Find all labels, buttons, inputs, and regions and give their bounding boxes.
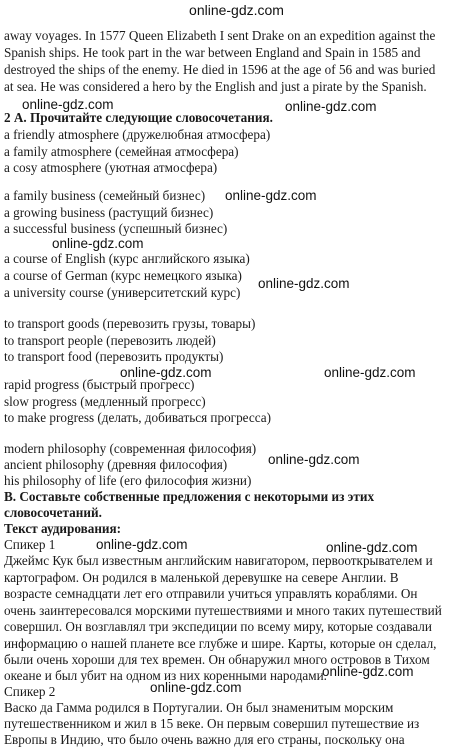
- phrase-item: a growing business (растущий бизнес): [4, 205, 214, 220]
- intro-line: at sea. He was considered a hero by the English and just a pirate by the Spanish.: [4, 79, 427, 94]
- task-b-heading: словосочетаний.: [4, 505, 102, 520]
- phrase-item: a university course (университетский курс): [4, 285, 241, 300]
- watermark: online-gdz.com: [150, 680, 242, 695]
- phrase-item: a course of English (курс английского языка): [4, 251, 250, 266]
- speaker1-line: картографом. Он родился в маленькой деревушке на севере Англии. В: [4, 570, 399, 585]
- watermark: online-gdz.com: [225, 188, 317, 203]
- watermark: online-gdz.com: [96, 537, 188, 552]
- header-watermark: online-gdz.com: [189, 2, 284, 18]
- speaker2-line: путешественником и жил в 15 веке. Он первым совершил путешествие из: [4, 716, 420, 731]
- watermark: online-gdz.com: [285, 99, 377, 114]
- watermark: online-gdz.com: [258, 276, 350, 291]
- audio-heading: Текст аудирования:: [4, 521, 122, 536]
- phrase-item: a family atmosphere (семейная атмосфера): [4, 144, 239, 159]
- phrase-item: to transport people (перевозить людей): [4, 333, 216, 348]
- speaker2-line: Васко да Гамма родился в Португалии. Он был знаменитым морским: [4, 700, 394, 715]
- intro-line: away voyages. In 1577 Queen Elizabeth I sent Drake on an expedition against the: [4, 28, 436, 43]
- watermark: online-gdz.com: [324, 365, 416, 380]
- watermark: online-gdz.com: [268, 452, 360, 467]
- speaker-label: Спикер 1: [4, 537, 56, 552]
- task-b-heading: В. Составьте собственные предложения с некоторыми из этих: [4, 489, 375, 504]
- speaker1-line: информацию о нашей планете все глубже и шире. Карты, которые он сделал,: [4, 636, 437, 651]
- speaker1-line: совершил. Он возглавлял три экспедиции по всему миру, которые создавали: [4, 619, 432, 634]
- phrase-item: his philosophy of life (его философия жизни): [4, 473, 252, 488]
- phrase-item: to transport goods (перевозить грузы, товары): [4, 316, 256, 331]
- phrase-item: a successful business (успешный бизнес): [4, 221, 228, 236]
- phrase-item: a family business (семейный бизнес): [4, 188, 206, 203]
- intro-line: Spanish ships. He took part in the war between England and Spain in 1585 and: [4, 45, 421, 60]
- speaker1-line: были очень хороши для тех времен. Он обнаружил много островов в Тихом: [4, 652, 430, 667]
- watermark: online-gdz.com: [22, 97, 114, 112]
- speaker2-line: Европы в Индию, что было очень важно для его страны, поскольку она: [4, 732, 405, 747]
- phrase-item: to transport food (перевозить продукты): [4, 349, 224, 364]
- phrase-item: a course of German (курс немецкого языка): [4, 268, 242, 283]
- phrase-item: to make progress (делать, добиваться прогресса): [4, 410, 271, 425]
- watermark: online-gdz.com: [322, 664, 414, 679]
- phrase-item: modern philosophy (современная философия): [4, 441, 257, 456]
- watermark: online-gdz.com: [52, 236, 144, 251]
- watermark: online-gdz.com: [120, 365, 212, 380]
- watermark: online-gdz.com: [326, 540, 418, 555]
- speaker1-line: Джеймс Кук был известным английским навигатором, первооткрывателем и: [4, 553, 433, 568]
- phrase-item: a cosy atmosphere (уютная атмосфера): [4, 160, 218, 175]
- phrase-item: a friendly atmosphere (дружелюбная атмосфера): [4, 127, 271, 142]
- phrase-item: ancient philosophy (древняя философия): [4, 457, 228, 472]
- task-a-heading: 2 А. Прочитайте следующие словосочетания.: [4, 110, 273, 125]
- speaker1-line: очень заинтересовался морскими путешествиями и много таких путешествий: [4, 603, 442, 618]
- intro-line: destroyed the ships of the enemy. He died in 1596 at the age of 56 and was buried: [4, 62, 436, 77]
- phrase-item: slow progress (медленный прогресс): [4, 394, 206, 409]
- speaker1-line: океане и был убит на одном из них коренными народами.: [4, 668, 327, 683]
- phrase-item: rapid progress (быстрый прогресс): [4, 377, 195, 392]
- speaker1-line: возрасте семнадцати лет его отправили учиться управлять кораблями. Он: [4, 586, 418, 601]
- speaker-label: Спикер 2: [4, 684, 56, 699]
